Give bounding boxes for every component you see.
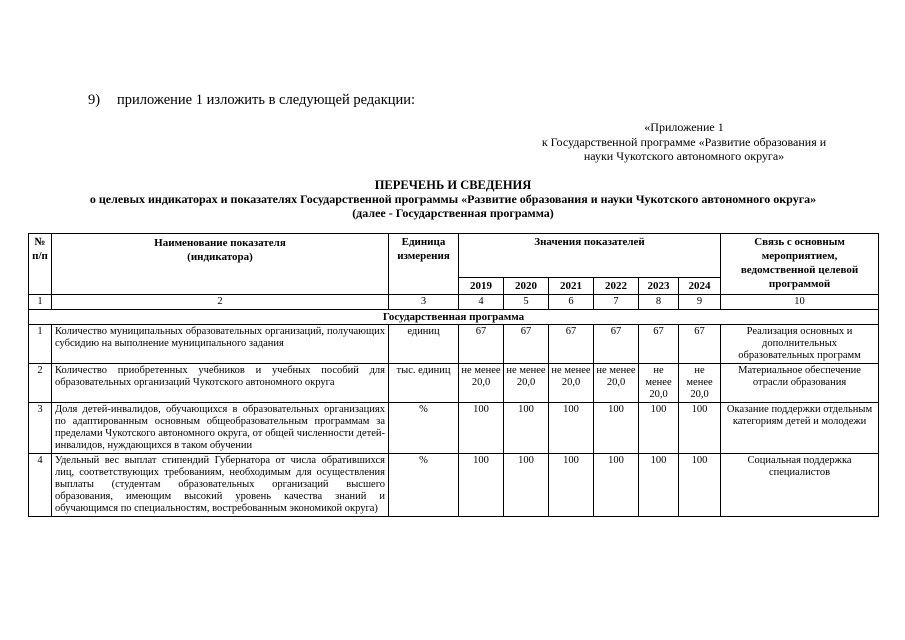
appendix-caption: [508, 120, 860, 164]
column-index-cell: 10: [721, 295, 879, 310]
row-number: 2: [29, 364, 52, 403]
row-value: 100: [639, 403, 679, 454]
header-link: Связь с основным мероприятием, ведомственной целевой программой: [721, 234, 879, 295]
amendment-number: 9): [88, 92, 101, 108]
column-index-cell: 5: [504, 295, 549, 310]
header-name: Наименование показателя (индикатора): [52, 234, 389, 295]
row-value: 100: [594, 403, 639, 454]
year-header: 2024: [679, 278, 721, 295]
row-value: 100: [639, 454, 679, 517]
indicators-table: [28, 233, 879, 517]
column-index-cell: 9: [679, 295, 721, 310]
row-value: 100: [504, 454, 549, 517]
row-value: не менее 20,0: [504, 364, 549, 403]
year-header: 2022: [594, 278, 639, 295]
row-value: 67: [549, 325, 594, 364]
row-value: не менее 20,0: [679, 364, 721, 403]
row-value: не менее 20,0: [639, 364, 679, 403]
row-indicator-name: Количество приобретенных учебников и учебных пособий для образовательных организаций Чукотского автономного округа: [52, 364, 389, 403]
table-row: [29, 403, 879, 454]
appendix-line-3: науки Чукотского автономного округа»: [583, 149, 785, 163]
header-unit: Единица измерения: [389, 234, 459, 295]
row-indicator-name: Удельный вес выплат стипендий Губернатора от числа обратившихся лиц, соответствующих требованиям, необходимым для осуществления выплаты (студентам образовательных организаций высшего образования, имеющим высокий уровень качества знаний и обучающимся по специальностям, востребованным экономикой округа): [52, 454, 389, 517]
column-index-cell: 6: [549, 295, 594, 310]
header-values: Значения показателей: [459, 234, 721, 278]
row-linked-activity: Оказание поддержки отдельным категориям детей и молодежи: [721, 403, 879, 454]
row-value: не менее 20,0: [594, 364, 639, 403]
amendment-text: приложение 1 изложить в следующей редакции:: [117, 92, 416, 108]
amendment-item: [88, 92, 415, 109]
row-linked-activity: Материальное обеспечение отрасли образования: [721, 364, 879, 403]
row-number: 4: [29, 454, 52, 517]
column-index-cell: 1: [29, 295, 52, 310]
row-value: 67: [594, 325, 639, 364]
appendix-line-1: «Приложение 1: [644, 120, 724, 134]
column-index-cell: 4: [459, 295, 504, 310]
row-value: не менее 20,0: [459, 364, 504, 403]
row-value: 67: [679, 325, 721, 364]
row-value: 100: [679, 403, 721, 454]
row-value: 67: [504, 325, 549, 364]
document-heading: [30, 178, 876, 220]
table-row: [29, 364, 879, 403]
document-title: ПЕРЕЧЕНЬ И СВЕДЕНИЯ: [374, 178, 532, 192]
row-unit: %: [389, 454, 459, 517]
header-num: № п/п: [29, 234, 52, 295]
header-row: [29, 234, 879, 278]
row-value: не менее 20,0: [549, 364, 594, 403]
section-title: Государственная программа: [29, 310, 879, 325]
row-number: 1: [29, 325, 52, 364]
row-value: 100: [549, 403, 594, 454]
table-row: [29, 454, 879, 517]
row-unit: %: [389, 403, 459, 454]
column-index-cell: 8: [639, 295, 679, 310]
row-indicator-name: Количество муниципальных образовательных организаций, получающих субсидию на выполнение муниципального задания: [52, 325, 389, 364]
column-index-row: [29, 295, 879, 310]
row-linked-activity: Реализация основных и дополнительных образовательных программ: [721, 325, 879, 364]
row-unit: единиц: [389, 325, 459, 364]
row-value: 67: [639, 325, 679, 364]
row-value: 100: [549, 454, 594, 517]
year-header: 2021: [549, 278, 594, 295]
row-indicator-name: Доля детей-инвалидов, обучающихся в образовательных организациях по адаптированным основным общеобразовательным программам за пределами Чукотского автономного округа, от общей численности детей-инвалидов, нуждающихся в таком обучении: [52, 403, 389, 454]
document-subtitle: о целевых индикаторах и показателях Государственной программы «Развитие образования и науки Чукотского автономного округа»: [89, 192, 817, 206]
row-value: 100: [459, 454, 504, 517]
row-value: 100: [679, 454, 721, 517]
row-linked-activity: Социальная поддержка специалистов: [721, 454, 879, 517]
column-index-cell: 2: [52, 295, 389, 310]
document-subtitle-note: (далее - Государственная программа): [352, 206, 554, 220]
row-number: 3: [29, 403, 52, 454]
appendix-line-2: к Государственной программе «Развитие образования и: [541, 134, 827, 149]
column-index-cell: 3: [389, 295, 459, 310]
row-unit: тыс. единиц: [389, 364, 459, 403]
year-header: 2019: [459, 278, 504, 295]
row-value: 100: [594, 454, 639, 517]
column-index-cell: 7: [594, 295, 639, 310]
row-value: 100: [459, 403, 504, 454]
row-value: 100: [504, 403, 549, 454]
table-row: [29, 325, 879, 364]
row-value: 67: [459, 325, 504, 364]
year-header: 2020: [504, 278, 549, 295]
section-row: [29, 310, 879, 325]
year-header: 2023: [639, 278, 679, 295]
